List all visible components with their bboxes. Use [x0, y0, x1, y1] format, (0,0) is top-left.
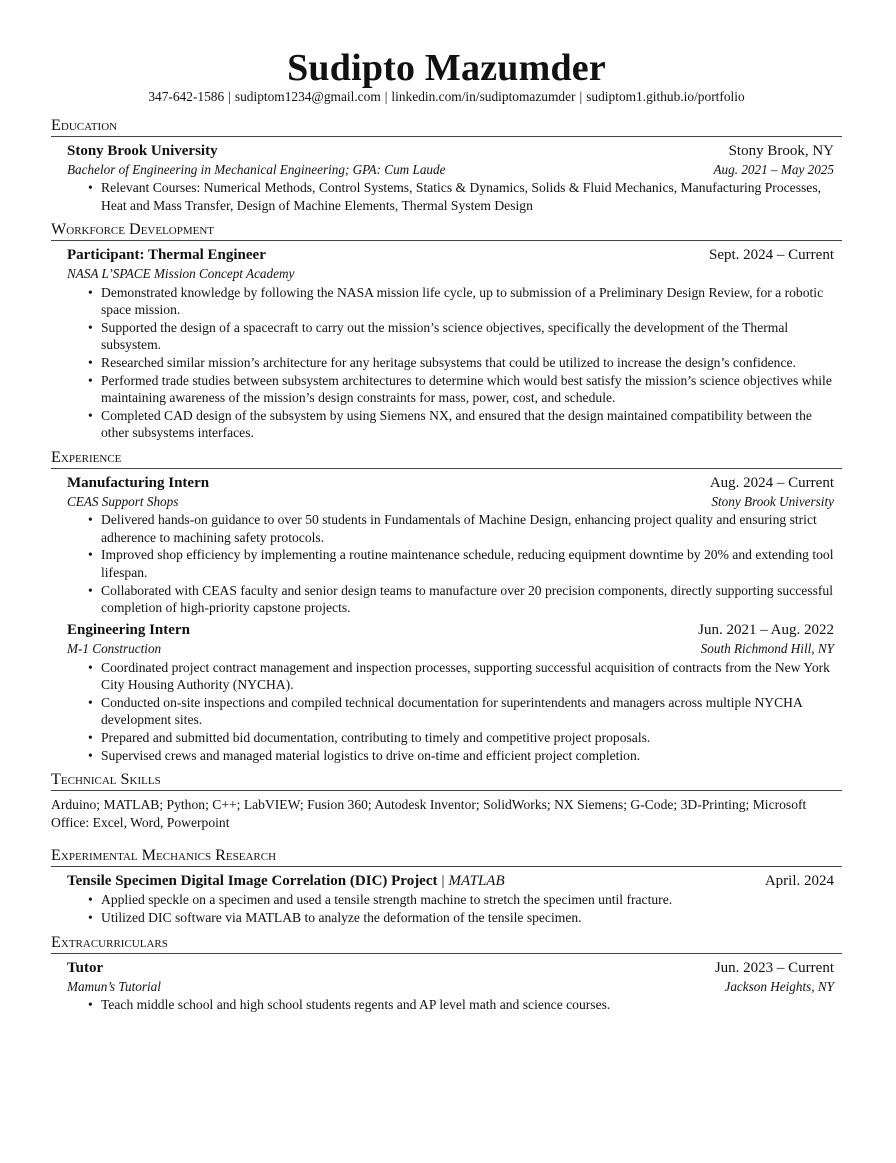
- job-location: South Richmond Hill, NY: [700, 641, 834, 657]
- degree: Bachelor of Engineering in Mechanical Engineering; GPA: Cum Laude: [67, 162, 446, 177]
- separator: |: [384, 89, 388, 104]
- role-dates: Jun. 2021 – Aug. 2022: [698, 622, 834, 639]
- extracurricular-entry: [51, 958, 842, 1014]
- organization: NASA L’SPACE Mission Concept Academy: [67, 266, 295, 282]
- skills-list: Arduino; MATLAB; Python; C++; LabVIEW; Fusion 360; Autodesk Inventor; SolidWorks; NX Siemens; G-Code; 3D-Printing; Microsoft Office: Excel, Word, Powerpoint: [51, 797, 807, 831]
- job-location: Stony Brook University: [711, 493, 834, 509]
- education-entry: [51, 141, 842, 214]
- bullet-item: • Collaborated with CEAS faculty and senior design teams to manufacture over 20 precision components, directly supporting successful completion of high-priority capstone projects.: [101, 582, 834, 617]
- bullet-item: • Researched similar mission’s architecture for any heritage subsystems that could be utilized to increase the design’s confidence.: [101, 354, 834, 371]
- entry-subheader: [67, 978, 834, 996]
- bullet-item: • Demonstrated knowledge by following the NASA mission life cycle, up to submission of a Preliminary Design Review, for a robotic space mission.: [101, 284, 834, 319]
- bullet-item: • Applied speckle on a specimen and used a tensile strength machine to stretch the specimen until fracture.: [101, 891, 834, 908]
- project-tech: MATLAB: [448, 873, 505, 890]
- education-dates: Aug. 2021 – May 2025: [713, 162, 834, 177]
- bullet-item: • Prepared and submitted bid documentation, contributing to timely and competitive project proposals.: [101, 729, 834, 746]
- bullet-list: [67, 659, 834, 765]
- bullet-list: [67, 284, 834, 442]
- linkedin-link[interactable]: linkedin.com/in/sudiptomazumder: [391, 89, 576, 104]
- organization: CEAS Support Shops: [67, 493, 179, 509]
- entry-header: [67, 958, 834, 978]
- experience-entry: [51, 620, 842, 764]
- bullet-item: • Utilized DIC software via MATLAB to analyze the deformation of the tensile specimen.: [101, 909, 834, 926]
- bullet-item: • Conducted on-site inspections and compiled technical documentation for superintendents and managers across multiple NYCHA development sites.: [101, 694, 834, 729]
- separator: |: [228, 89, 231, 104]
- entry-subheader: [67, 640, 834, 658]
- entry-header: [67, 141, 834, 161]
- entry-header: [67, 871, 834, 891]
- bullet-item: • Coordinated project contract management and inspection processes, supporting successful acquisition of contracts from the New York City Housing Authority (NYCHA).: [101, 659, 834, 694]
- candidate-name: Sudipto Mazumder: [287, 47, 606, 89]
- project-title: Tensile Specimen Digital Image Correlation (DIC) Project: [67, 873, 438, 890]
- entry-header: [67, 473, 834, 493]
- role-dates: Aug. 2024 – Current: [709, 474, 834, 491]
- bullet-list: [67, 996, 834, 1013]
- role-title: Engineering Intern: [67, 622, 190, 639]
- entry-subheader: [67, 161, 834, 179]
- activity-location: Jackson Heights, NY: [724, 978, 834, 994]
- bullet-item: • Improved shop efficiency by implementing a routine maintenance schedule, reducing equipment downtime by 20% and extending tool lifespan.: [101, 546, 834, 581]
- organization: Mamun’s Tutorial: [67, 978, 161, 994]
- project-heading: [67, 871, 505, 891]
- section-heading-experience: Experience: [51, 447, 842, 469]
- entry-subheader: [67, 493, 834, 511]
- role-title: Manufacturing Intern: [67, 474, 210, 491]
- bullet-list: [67, 891, 834, 926]
- separator: |: [441, 873, 445, 890]
- entry-header: [67, 245, 834, 265]
- bullet-item: • Delivered hands-on guidance to over 50 students in Fundamentals of Machine Design, enhancing project quality and ensuring strict adherence to machining safety protocols.: [101, 511, 834, 546]
- section-heading-extracurriculars: Extracurriculars: [51, 932, 842, 954]
- entry-header: [67, 620, 834, 640]
- entry-subheader: [67, 265, 834, 283]
- bullet-item: • Supported the design of a spacecraft to carry out the mission’s science objectives, specifically the development of the Thermal subsystem.: [101, 319, 834, 354]
- research-entry: [51, 871, 842, 927]
- school-name: Stony Brook University: [67, 143, 218, 159]
- school-location: Stony Brook, NY: [728, 143, 834, 159]
- section-heading-education: Education: [51, 115, 842, 137]
- section-heading-research: Experimental Mechanics Research: [51, 845, 842, 867]
- role-dates: Jun. 2023 – Current: [714, 959, 834, 976]
- role-title: Tutor: [67, 959, 104, 976]
- section-heading-skills: Technical Skills: [51, 769, 842, 791]
- bullet-item: • Relevant Courses: Numerical Methods, Control Systems, Statics & Dynamics, Solids & Fluid Mechanics, Manufacturing Processes, Heat and Mass Transfer, Design of Machine Elements, Thermal System Design: [101, 179, 834, 214]
- bullet-item: • Completed CAD design of the subsystem by using Siemens NX, and ensured that the design maintained compatibility between the other subsystems interfaces.: [101, 407, 834, 442]
- bullet-list: [67, 511, 834, 616]
- phone-number: 347-642-1586: [148, 89, 225, 104]
- section-heading-workforce: Workforce Development: [51, 219, 842, 241]
- resume-page: [51, 0, 842, 1014]
- project-dates: April. 2024: [764, 873, 834, 890]
- separator: |: [579, 89, 583, 104]
- bullet-list: [67, 179, 834, 214]
- bullet-item: • Performed trade studies between subsystem architectures to determine which would best satisfy the mission’s science objectives while maintaining awareness of the mission’s design constraints for mass, power, cost, and schedule.: [101, 372, 834, 407]
- experience-entry: [51, 473, 842, 617]
- contact-line: [51, 89, 842, 105]
- bullet-item: • Supervised crews and managed material logistics to drive on-time and efficient project completion.: [101, 747, 834, 764]
- workforce-entry: [51, 245, 842, 442]
- email-link[interactable]: sudiptom1234@gmail.com: [234, 89, 381, 104]
- role-title: Participant: Thermal Engineer: [67, 247, 266, 264]
- organization: M-1 Construction: [67, 641, 162, 657]
- bullet-item: • Teach middle school and high school students regents and AP level math and science courses.: [101, 996, 834, 1013]
- portfolio-link[interactable]: sudiptom1.github.io/portfolio: [586, 89, 745, 104]
- role-dates: Sept. 2024 – Current: [709, 247, 834, 264]
